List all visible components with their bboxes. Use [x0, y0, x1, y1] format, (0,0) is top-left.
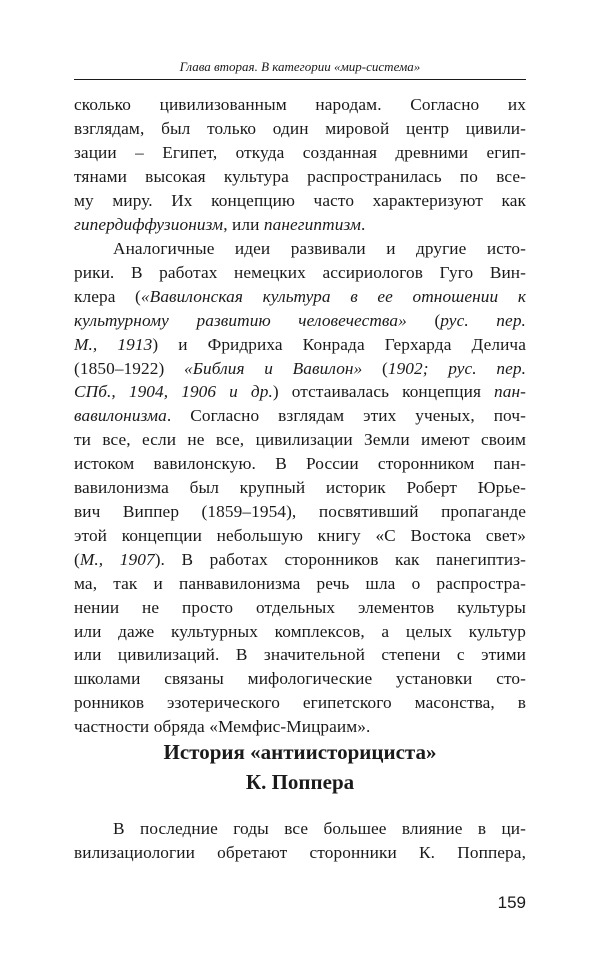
page-number: 159 — [497, 893, 526, 912]
text-line — [74, 643, 526, 667]
text-line — [74, 620, 526, 644]
text-run: вич Виппер (1859–1954), посвятивший пропаганде — [74, 501, 526, 521]
text-line — [74, 93, 526, 117]
text-line — [74, 691, 526, 715]
text-run: истоком вавилонскую. В России сторонником пан- — [74, 454, 526, 474]
text-line — [74, 237, 526, 261]
text-line — [74, 309, 526, 333]
text-run: вавилонизма был крупный историк Роберт Юрье- — [74, 478, 526, 498]
text-line — [74, 261, 526, 285]
text-run: ( — [74, 549, 80, 569]
text-run: ти все, если не все, цивилизации Земли имеют своим — [74, 430, 526, 450]
text-run: частности обряда «Мемфис-Мицраим». — [74, 717, 371, 737]
paragraph — [74, 237, 526, 739]
text-line — [74, 524, 526, 548]
italic-text: панегиптизм — [263, 214, 361, 234]
text-line — [74, 357, 526, 381]
text-run: сколько цивилизованным народам. Согласно их — [74, 95, 526, 114]
text-run: клера ( — [74, 286, 141, 306]
italic-text: 1902; рус. пер. — [387, 358, 527, 378]
text-run: тянами высокая культура распространилась по все- — [74, 166, 526, 186]
italic-text: вавилонизма — [74, 406, 167, 426]
text-line — [74, 380, 526, 404]
text-run: . Согласно взглядам этих ученых, поч- — [166, 406, 526, 426]
text-run: ма, так и панвавилонизма речь шла о распростра- — [74, 573, 526, 593]
text-line — [74, 141, 526, 165]
italic-text: «Библия и Вавилон» — [184, 358, 363, 378]
text-run: нении не просто отдельных элементов культуры — [74, 597, 526, 617]
text-run: му миру. Их концепцию часто характеризуют как — [74, 190, 526, 210]
text-line — [74, 428, 526, 452]
header-rule — [74, 79, 526, 80]
text-line — [74, 165, 526, 189]
section-title — [74, 737, 526, 797]
paragraph — [74, 817, 526, 865]
text-run: (1850–1922) — [74, 358, 184, 378]
text-run: зации – Египет, откуда созданная древними егип- — [74, 142, 526, 162]
text-line — [74, 841, 526, 865]
text-line — [74, 452, 526, 476]
italic-text: М., 1907 — [79, 549, 155, 569]
text-run: ) отстаивалась концепция — [272, 382, 494, 402]
text-run: Аналогичные идеи развивали и другие исто- — [113, 239, 526, 258]
text-run: ) и Фридриха Конрада Герхарда Делича — [152, 334, 526, 354]
italic-text: «Вавилонская культура в ее отношении к — [140, 286, 527, 306]
text-line — [74, 596, 526, 620]
text-run: , или — [223, 214, 264, 234]
italic-text: пан- — [493, 382, 526, 402]
text-line — [74, 213, 526, 237]
text-line — [74, 333, 526, 357]
text-line — [74, 817, 526, 841]
text-line — [74, 404, 526, 428]
text-run: ( — [406, 310, 441, 330]
text-run: ронников эзотерического египетского масонства, в — [74, 693, 526, 713]
italic-text: рус. пер. — [440, 310, 526, 330]
text-line — [74, 476, 526, 500]
text-run: рики. В работах немецких ассириологов Гуго Вин- — [74, 262, 526, 282]
text-run: ). В работах сторонников как панегиптиз- — [154, 549, 526, 569]
italic-text: культурному развитию человечества» — [74, 310, 407, 330]
italic-text: СПб., 1904, 1906 и др. — [74, 382, 273, 402]
text-run: этой концепции небольшую книгу «С Востока свет» — [74, 525, 526, 545]
text-line — [74, 548, 526, 572]
section-title-line: История «антиисторициста» — [163, 740, 437, 764]
text-line — [74, 572, 526, 596]
section-title-line: К. Поппера — [245, 770, 355, 794]
text-run: В последние годы все большее влияние в ци- — [113, 819, 526, 838]
text-line — [74, 715, 526, 739]
text-run: ( — [362, 358, 388, 378]
text-line — [74, 189, 526, 213]
text-line — [74, 500, 526, 524]
text-run: вилизациологии обретают сторонники К. Поппера, — [74, 842, 526, 862]
paragraph — [74, 93, 526, 236]
italic-text: гипердиффузионизм — [74, 214, 224, 234]
text-run: . — [360, 214, 366, 234]
text-run: взглядам, был только один мировой центр цивили- — [74, 118, 526, 138]
text-run: школами связаны мифологические установки сто- — [74, 669, 526, 689]
text-line — [74, 117, 526, 141]
running-head: Глава вторая. В категории «мир-система» — [179, 59, 421, 74]
text-run: или цивилизаций. В значительной степени с этими — [74, 645, 526, 665]
italic-text: М., 1913 — [74, 334, 153, 354]
text-line — [74, 667, 526, 691]
text-line — [74, 285, 526, 309]
text-run: или даже культурных комплексов, а целых культур — [74, 621, 526, 641]
